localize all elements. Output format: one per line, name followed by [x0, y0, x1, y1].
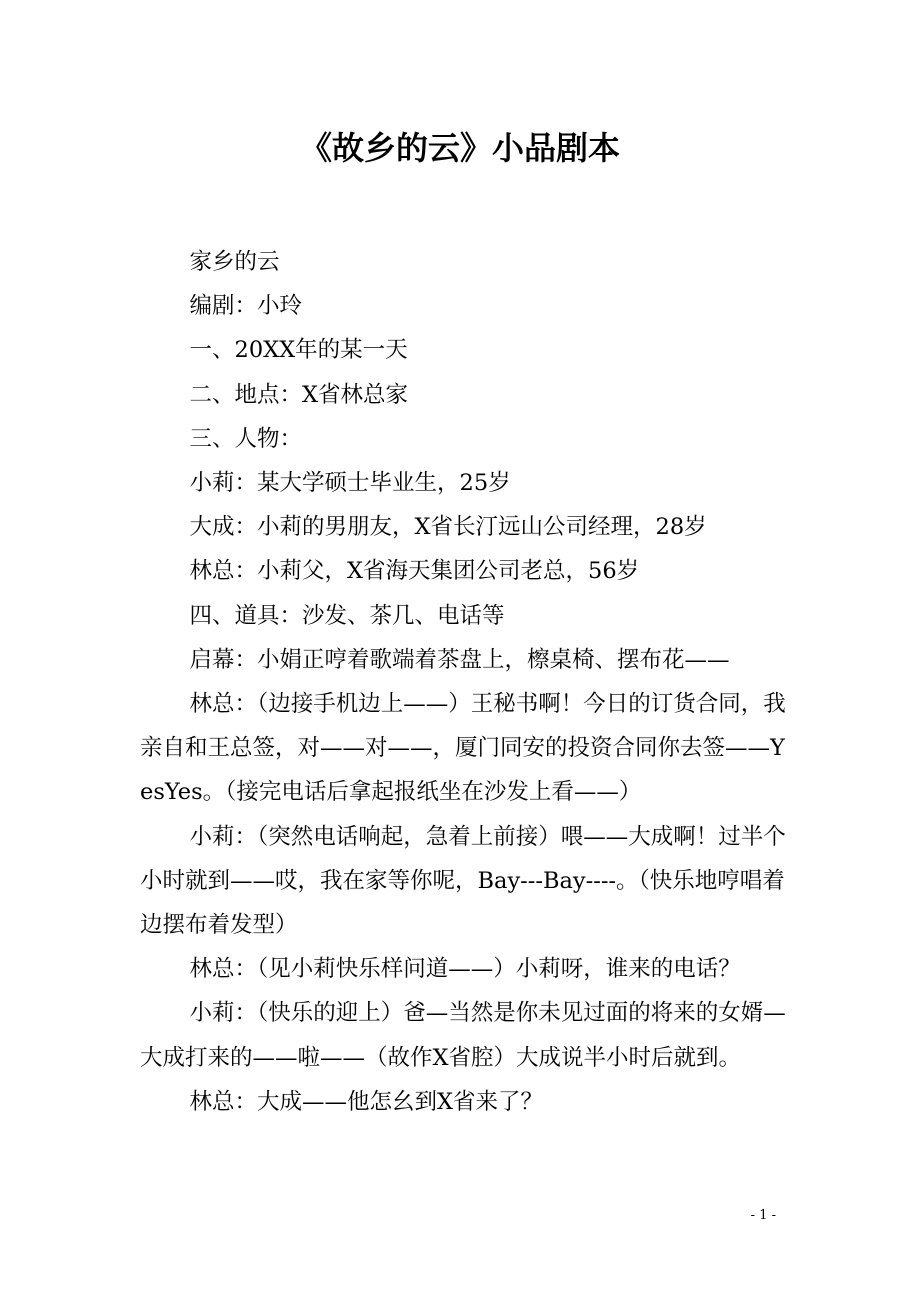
character-xiaoli: 小莉：某大学硕士毕业生，25岁 [189, 470, 511, 497]
props-line: 四、道具：沙发、茶几、电话等 [189, 602, 505, 629]
page-number: - 1 - [750, 1208, 776, 1223]
characters-heading: 三、人物： [189, 425, 303, 452]
document-body [140, 240, 788, 1124]
play-name: 家乡的云 [189, 249, 280, 275]
dialogue-line: 林总：大成——他怎幺到X省来了？ [189, 1088, 544, 1115]
document-title: 《故乡的云》小品剧本 [299, 129, 620, 167]
playwright-line: 编剧：小玲 [189, 293, 303, 320]
character-dacheng: 大成：小莉的男朋友，X省长汀远山公司经理，28岁 [189, 514, 707, 541]
character-linzong: 林总：小莉父，X省海天集团公司老总，56岁 [189, 558, 640, 585]
location-line: 二、地点：X省林总家 [189, 381, 409, 408]
dialogue-line: 林总：（见小莉快乐样问道——）小莉呀，谁来的电话？ [189, 956, 741, 983]
time-line: 一、20XX年的某一天 [189, 337, 408, 364]
dialogue-line: 林总：（边接手机边上——）王秘书啊！今日的订货合同，我亲自和王总签，对——对——，厦门同安的投资合同你去签——YesYes。（接完电话后拿起报纸坐在沙发上看——） [140, 691, 786, 806]
opening-scene: 启幕：小娟正哼着歌端着茶盘上，檫桌椅、摆布花—— [189, 646, 730, 673]
dialogue-line: 小莉：（突然电话响起，急着上前接）喂——大成啊！过半个小时就到——哎，我在家等你呢，Bay---Bay----。（快乐地哼唱着边摆布着发型） [140, 823, 786, 939]
dialogue-line: 小莉：（快乐的迎上）爸—当然是你未见过面的将来的女婿—大成打来的——啦——（故作X省腔）大成说半小时后就到。 [140, 1000, 786, 1071]
